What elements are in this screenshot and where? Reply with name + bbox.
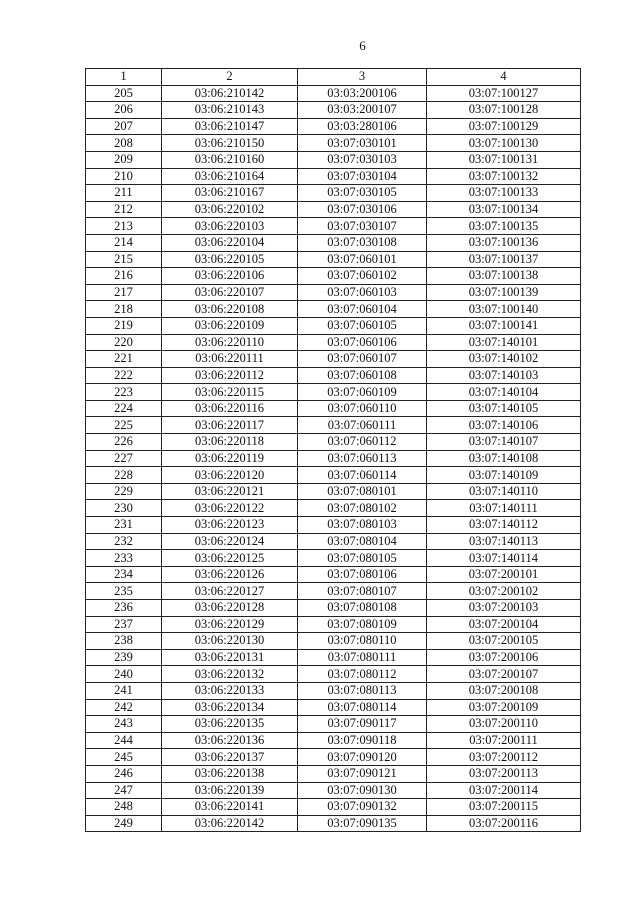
table-row	[86, 118, 581, 135]
table-cell-col-2: 03:06:220103	[162, 218, 298, 235]
table-cell-col-3: 03:07:090135	[298, 815, 427, 832]
table-cell-col-4: 03:07:100131	[427, 151, 581, 168]
table-cell-col-2: 03:06:210143	[162, 102, 298, 119]
table-cell-col-3: 03:07:080108	[298, 600, 427, 617]
table-row	[86, 284, 581, 301]
table-cell-col-3: 03:07:090117	[298, 716, 427, 733]
table-row	[86, 185, 581, 202]
table-cell-col-2: 03:06:220109	[162, 317, 298, 334]
table-body	[86, 85, 581, 832]
table-cell-col-3: 03:07:060113	[298, 450, 427, 467]
table-cell-col-2: 03:06:220120	[162, 467, 298, 484]
table-cell-col-4: 03:07:200108	[427, 682, 581, 699]
table-cell-col-1: 247	[86, 782, 162, 799]
table-cell-col-1: 232	[86, 533, 162, 550]
table-cell-col-1: 211	[86, 185, 162, 202]
table-cell-col-2: 03:06:210164	[162, 168, 298, 185]
table-row	[86, 201, 581, 218]
table-cell-col-1: 228	[86, 467, 162, 484]
table-row	[86, 367, 581, 384]
table-cell-col-4: 03:07:140109	[427, 467, 581, 484]
table-row	[86, 400, 581, 417]
table-cell-col-3: 03:07:060103	[298, 284, 427, 301]
table-cell-col-1: 222	[86, 367, 162, 384]
table-row	[86, 268, 581, 285]
page-number: 6	[359, 38, 366, 53]
table-row	[86, 467, 581, 484]
table-cell-col-1: 241	[86, 682, 162, 699]
table-cell-col-4: 03:07:100129	[427, 118, 581, 135]
table-cell-col-1: 230	[86, 500, 162, 517]
table-row	[86, 483, 581, 500]
table-cell-col-3: 03:07:080107	[298, 583, 427, 600]
table-cell-col-2: 03:06:220138	[162, 765, 298, 782]
table-cell-col-2: 03:06:220107	[162, 284, 298, 301]
table-cell-col-2: 03:06:220133	[162, 682, 298, 699]
data-table	[85, 68, 581, 832]
table-cell-col-2: 03:06:220116	[162, 400, 298, 417]
table-row	[86, 251, 581, 268]
table-cell-col-4: 03:07:200103	[427, 600, 581, 617]
table-cell-col-4: 03:07:140113	[427, 533, 581, 550]
table-cell-col-1: 249	[86, 815, 162, 832]
table-cell-col-1: 231	[86, 517, 162, 534]
table-cell-col-3: 03:07:030106	[298, 201, 427, 218]
table-cell-col-2: 03:06:220139	[162, 782, 298, 799]
table-cell-col-3: 03:07:090130	[298, 782, 427, 799]
table-cell-col-1: 244	[86, 732, 162, 749]
table-cell-col-3: 03:07:080102	[298, 500, 427, 517]
table-cell-col-4: 03:07:200106	[427, 649, 581, 666]
table-row	[86, 782, 581, 799]
table-cell-col-3: 03:07:060104	[298, 301, 427, 318]
table-row	[86, 815, 581, 832]
table-cell-col-4: 03:07:200111	[427, 732, 581, 749]
table-cell-col-2: 03:06:220102	[162, 201, 298, 218]
table-row	[86, 699, 581, 716]
table-cell-col-3: 03:07:030105	[298, 185, 427, 202]
table-cell-col-4: 03:07:140114	[427, 550, 581, 567]
table-cell-col-4: 03:07:100134	[427, 201, 581, 218]
table-cell-col-3: 03:07:080110	[298, 633, 427, 650]
table-cell-col-4: 03:07:200104	[427, 616, 581, 633]
table-cell-col-3: 03:07:080109	[298, 616, 427, 633]
table-cell-col-3: 03:07:090121	[298, 765, 427, 782]
table-cell-col-3: 03:07:060111	[298, 417, 427, 434]
table-cell-col-3: 03:07:090132	[298, 799, 427, 816]
table-cell-col-2: 03:06:220141	[162, 799, 298, 816]
table-cell-col-2: 03:06:210147	[162, 118, 298, 135]
table-cell-col-4: 03:07:200110	[427, 716, 581, 733]
table-cell-col-4: 03:07:200105	[427, 633, 581, 650]
table-cell-col-3: 03:07:080113	[298, 682, 427, 699]
column-header-3: 3	[298, 69, 427, 86]
table-cell-col-3: 03:07:030104	[298, 168, 427, 185]
table-cell-col-2: 03:06:210142	[162, 85, 298, 102]
table-cell-col-4: 03:07:200114	[427, 782, 581, 799]
table-cell-col-2: 03:06:220137	[162, 749, 298, 766]
table-cell-col-2: 03:06:220104	[162, 234, 298, 251]
table-cell-col-4: 03:07:140105	[427, 400, 581, 417]
table-cell-col-4: 03:07:100127	[427, 85, 581, 102]
table-row	[86, 351, 581, 368]
table-row	[86, 533, 581, 550]
table-cell-col-3: 03:07:060106	[298, 334, 427, 351]
table-cell-col-1: 207	[86, 118, 162, 135]
table-row	[86, 417, 581, 434]
table-row	[86, 434, 581, 451]
table-cell-col-2: 03:06:220121	[162, 483, 298, 500]
table-cell-col-1: 215	[86, 251, 162, 268]
table-cell-col-1: 218	[86, 301, 162, 318]
table-cell-col-3: 03:07:060102	[298, 268, 427, 285]
table-cell-col-3: 03:07:080111	[298, 649, 427, 666]
table-cell-col-4: 03:07:200116	[427, 815, 581, 832]
table-cell-col-4: 03:07:100138	[427, 268, 581, 285]
table-row	[86, 102, 581, 119]
table-cell-col-1: 212	[86, 201, 162, 218]
table-row	[86, 600, 581, 617]
column-header-1: 1	[86, 69, 162, 86]
table-cell-col-3: 03:07:030107	[298, 218, 427, 235]
table-row	[86, 616, 581, 633]
table-cell-col-3: 03:03:280106	[298, 118, 427, 135]
table-row	[86, 566, 581, 583]
table-cell-col-4: 03:07:100139	[427, 284, 581, 301]
table-row	[86, 649, 581, 666]
table-cell-col-1: 206	[86, 102, 162, 119]
table-cell-col-2: 03:06:220112	[162, 367, 298, 384]
table-cell-col-1: 221	[86, 351, 162, 368]
table-cell-col-4: 03:07:140112	[427, 517, 581, 534]
table-cell-col-4: 03:07:200107	[427, 666, 581, 683]
table-cell-col-2: 03:06:220135	[162, 716, 298, 733]
table-cell-col-4: 03:07:140104	[427, 384, 581, 401]
table-cell-col-1: 216	[86, 268, 162, 285]
table-cell-col-3: 03:07:080112	[298, 666, 427, 683]
table-row	[86, 218, 581, 235]
header-row	[86, 69, 581, 86]
table-row	[86, 799, 581, 816]
table-cell-col-3: 03:07:080103	[298, 517, 427, 534]
table-cell-col-4: 03:07:140106	[427, 417, 581, 434]
table-cell-col-1: 237	[86, 616, 162, 633]
column-header-4: 4	[427, 69, 581, 86]
table-cell-col-3: 03:07:080106	[298, 566, 427, 583]
table-cell-col-1: 217	[86, 284, 162, 301]
table-cell-col-4: 03:07:100132	[427, 168, 581, 185]
table-row	[86, 716, 581, 733]
table-cell-col-3: 03:03:200106	[298, 85, 427, 102]
table-row	[86, 517, 581, 534]
table-cell-col-1: 245	[86, 749, 162, 766]
table-cell-col-2: 03:06:220110	[162, 334, 298, 351]
table-cell-col-1: 220	[86, 334, 162, 351]
table-cell-col-3: 03:07:060112	[298, 434, 427, 451]
table-cell-col-1: 213	[86, 218, 162, 235]
table-cell-col-4: 03:07:140103	[427, 367, 581, 384]
table-row	[86, 500, 581, 517]
table-cell-col-1: 227	[86, 450, 162, 467]
table-cell-col-2: 03:06:220122	[162, 500, 298, 517]
table-cell-col-3: 03:07:030108	[298, 234, 427, 251]
table-cell-col-1: 209	[86, 151, 162, 168]
table-cell-col-1: 242	[86, 699, 162, 716]
table-cell-col-2: 03:06:220134	[162, 699, 298, 716]
table-row	[86, 749, 581, 766]
table-cell-col-4: 03:07:140110	[427, 483, 581, 500]
table-row	[86, 317, 581, 334]
table-cell-col-1: 224	[86, 400, 162, 417]
table-cell-col-2: 03:06:210167	[162, 185, 298, 202]
table-cell-col-1: 234	[86, 566, 162, 583]
table-cell-col-2: 03:06:220124	[162, 533, 298, 550]
table-cell-col-2: 03:06:220130	[162, 633, 298, 650]
table-row	[86, 384, 581, 401]
table-cell-col-1: 239	[86, 649, 162, 666]
table-cell-col-1: 208	[86, 135, 162, 152]
table-cell-col-2: 03:06:220119	[162, 450, 298, 467]
table-cell-col-1: 246	[86, 765, 162, 782]
table-cell-col-2: 03:06:220106	[162, 268, 298, 285]
table-row	[86, 334, 581, 351]
table-cell-col-1: 229	[86, 483, 162, 500]
table-cell-col-3: 03:07:060105	[298, 317, 427, 334]
table-cell-col-1: 248	[86, 799, 162, 816]
table-cell-col-2: 03:06:220117	[162, 417, 298, 434]
table-cell-col-4: 03:07:200113	[427, 765, 581, 782]
table-header	[86, 69, 581, 86]
table-cell-col-4: 03:07:100141	[427, 317, 581, 334]
table-cell-col-1: 205	[86, 85, 162, 102]
table-cell-col-2: 03:06:220111	[162, 351, 298, 368]
table-row	[86, 732, 581, 749]
table-row	[86, 583, 581, 600]
table-cell-col-2: 03:06:210150	[162, 135, 298, 152]
table-cell-col-4: 03:07:100133	[427, 185, 581, 202]
table-cell-col-4: 03:07:140101	[427, 334, 581, 351]
table-row	[86, 682, 581, 699]
table-cell-col-4: 03:07:200112	[427, 749, 581, 766]
table-row	[86, 450, 581, 467]
table-cell-col-2: 03:06:220115	[162, 384, 298, 401]
table-cell-col-4: 03:07:140111	[427, 500, 581, 517]
table-cell-col-4: 03:07:200101	[427, 566, 581, 583]
table-cell-col-1: 219	[86, 317, 162, 334]
table-cell-col-2: 03:06:220142	[162, 815, 298, 832]
table-row	[86, 666, 581, 683]
table-cell-col-4: 03:07:140108	[427, 450, 581, 467]
table-cell-col-2: 03:06:220108	[162, 301, 298, 318]
table-cell-col-4: 03:07:200115	[427, 799, 581, 816]
table-cell-col-4: 03:07:140102	[427, 351, 581, 368]
table-cell-col-2: 03:06:220118	[162, 434, 298, 451]
table-cell-col-3: 03:07:060109	[298, 384, 427, 401]
table-cell-col-3: 03:03:200107	[298, 102, 427, 119]
table-cell-col-4: 03:07:100137	[427, 251, 581, 268]
table-cell-col-1: 214	[86, 234, 162, 251]
table-cell-col-1: 223	[86, 384, 162, 401]
table-cell-col-4: 03:07:100136	[427, 234, 581, 251]
table-row	[86, 550, 581, 567]
table-cell-col-3: 03:07:030103	[298, 151, 427, 168]
table-cell-col-2: 03:06:220128	[162, 600, 298, 617]
table-cell-col-2: 03:06:220123	[162, 517, 298, 534]
table-cell-col-1: 225	[86, 417, 162, 434]
table-cell-col-3: 03:07:060101	[298, 251, 427, 268]
table-cell-col-2: 03:06:220105	[162, 251, 298, 268]
table-cell-col-4: 03:07:100140	[427, 301, 581, 318]
table-cell-col-3: 03:07:080101	[298, 483, 427, 500]
table-cell-col-2: 03:06:210160	[162, 151, 298, 168]
table-cell-col-1: 233	[86, 550, 162, 567]
table-row	[86, 151, 581, 168]
table-cell-col-1: 238	[86, 633, 162, 650]
table-cell-col-3: 03:07:030101	[298, 135, 427, 152]
table-row	[86, 765, 581, 782]
table-cell-col-2: 03:06:220127	[162, 583, 298, 600]
table-row	[86, 633, 581, 650]
table-cell-col-3: 03:07:090120	[298, 749, 427, 766]
table-cell-col-1: 235	[86, 583, 162, 600]
table-row	[86, 135, 581, 152]
table-cell-col-3: 03:07:060107	[298, 351, 427, 368]
table-cell-col-2: 03:06:220132	[162, 666, 298, 683]
table-cell-col-1: 236	[86, 600, 162, 617]
table-row	[86, 301, 581, 318]
table-cell-col-3: 03:07:090118	[298, 732, 427, 749]
column-header-2: 2	[162, 69, 298, 86]
table-cell-col-3: 03:07:060114	[298, 467, 427, 484]
table-cell-col-3: 03:07:060108	[298, 367, 427, 384]
table-cell-col-2: 03:06:220131	[162, 649, 298, 666]
table-row	[86, 85, 581, 102]
table-cell-col-1: 240	[86, 666, 162, 683]
table-cell-col-2: 03:06:220125	[162, 550, 298, 567]
table-cell-col-4: 03:07:200102	[427, 583, 581, 600]
table-cell-col-4: 03:07:100135	[427, 218, 581, 235]
table-cell-col-1: 210	[86, 168, 162, 185]
table-cell-col-4: 03:07:140107	[427, 434, 581, 451]
table-row	[86, 168, 581, 185]
table-cell-col-3: 03:07:060110	[298, 400, 427, 417]
table-cell-col-4: 03:07:200109	[427, 699, 581, 716]
table-cell-col-2: 03:06:220126	[162, 566, 298, 583]
table-cell-col-3: 03:07:080105	[298, 550, 427, 567]
table-row	[86, 234, 581, 251]
table-cell-col-2: 03:06:220136	[162, 732, 298, 749]
table-cell-col-3: 03:07:080104	[298, 533, 427, 550]
table-cell-col-4: 03:07:100130	[427, 135, 581, 152]
table-cell-col-1: 226	[86, 434, 162, 451]
table-cell-col-2: 03:06:220129	[162, 616, 298, 633]
table-cell-col-4: 03:07:100128	[427, 102, 581, 119]
table-cell-col-1: 243	[86, 716, 162, 733]
table-cell-col-3: 03:07:080114	[298, 699, 427, 716]
